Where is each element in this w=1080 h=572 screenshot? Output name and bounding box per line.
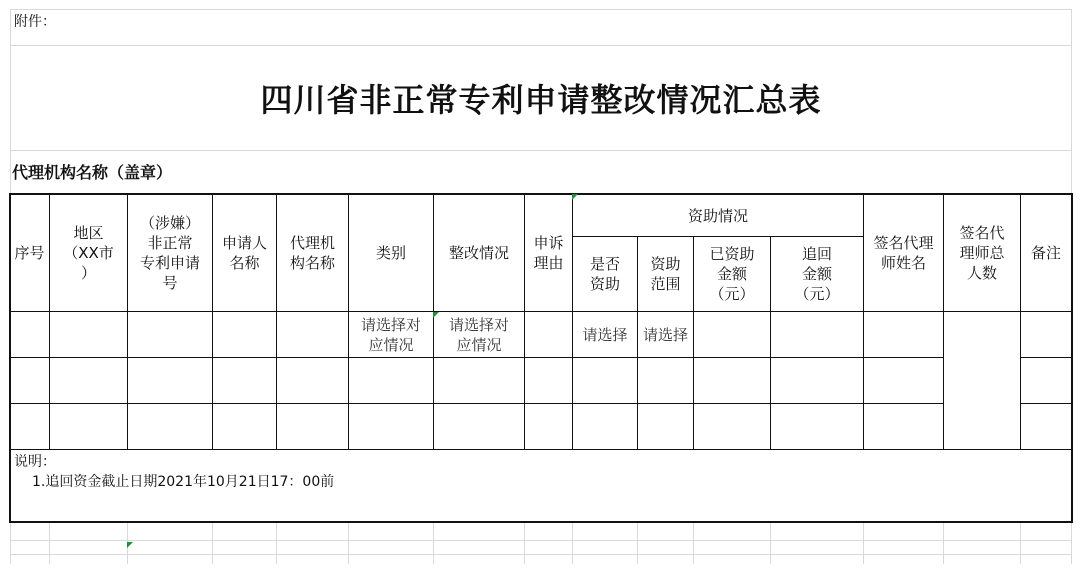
header-remarks: 备注	[1030, 244, 1061, 262]
gridline	[770, 522, 771, 564]
header-seq: 序号	[14, 244, 45, 262]
gridline	[524, 522, 525, 564]
gridline	[637, 522, 638, 564]
header-rectification: 整改情况	[448, 244, 509, 262]
agency-name-label: 代理机构名称（盖章）	[12, 163, 173, 182]
header-funded: 是否 资助	[589, 255, 620, 293]
header-funding-group: 资助情况	[687, 206, 748, 225]
header-application-number: （涉嫌） 非正常 专利申请 号	[139, 214, 200, 292]
gridline	[10, 45, 1072, 46]
category-select-cell[interactable]: 请选择对 应情况	[360, 315, 421, 354]
funded-select-cell[interactable]: 请选择	[582, 325, 628, 344]
notes-item-1: 1.追回资金截止日期2021年10月21日17：00前	[32, 474, 335, 490]
gridline	[10, 150, 1072, 151]
table-border	[1020, 357, 1072, 358]
header-appeal-reason: 申诉 理由	[533, 234, 564, 272]
gridline	[212, 522, 213, 564]
scope-select-cell[interactable]: 请选择	[642, 325, 688, 344]
table-border	[10, 449, 1072, 450]
header-signer-count: 签名代 理师总 人数	[959, 224, 1005, 282]
table-border	[10, 311, 1072, 312]
table-border	[1020, 403, 1072, 404]
header-recovered-amount: 追回 金额 （元）	[794, 245, 840, 303]
gridline	[433, 522, 434, 564]
gridline	[863, 522, 864, 564]
gridline	[693, 522, 694, 564]
gridline	[49, 522, 50, 564]
notes-label: 说明：	[14, 454, 56, 470]
header-signer-name: 签名代理 师姓名	[873, 234, 934, 272]
table-border	[10, 403, 943, 404]
gridline	[1020, 522, 1021, 564]
comment-marker	[127, 542, 133, 548]
header-agency-name: 代理机 构名称	[289, 234, 335, 272]
gridline	[10, 540, 1072, 541]
header-funding-scope: 资助 范围	[650, 255, 681, 293]
table-border	[10, 357, 943, 358]
gridline	[276, 522, 277, 564]
gridline	[348, 522, 349, 564]
header-funded-amount: 已资助 金额 （元）	[709, 245, 755, 303]
attachment-label: 附件：	[14, 14, 56, 30]
gridline	[572, 522, 573, 564]
header-category: 类别	[375, 244, 406, 262]
gridline	[10, 9, 1072, 10]
table-border	[1071, 193, 1073, 523]
header-region: 地区 （XX市 ）	[63, 224, 114, 282]
gridline	[10, 554, 1072, 555]
gridline	[943, 522, 944, 564]
table-border	[10, 521, 1072, 523]
rectification-select-cell[interactable]: 请选择对 应情况	[448, 315, 509, 354]
header-applicant-name: 申请人 名称	[221, 234, 267, 272]
page-title: 四川省非正常专利申请整改情况汇总表	[260, 81, 822, 119]
